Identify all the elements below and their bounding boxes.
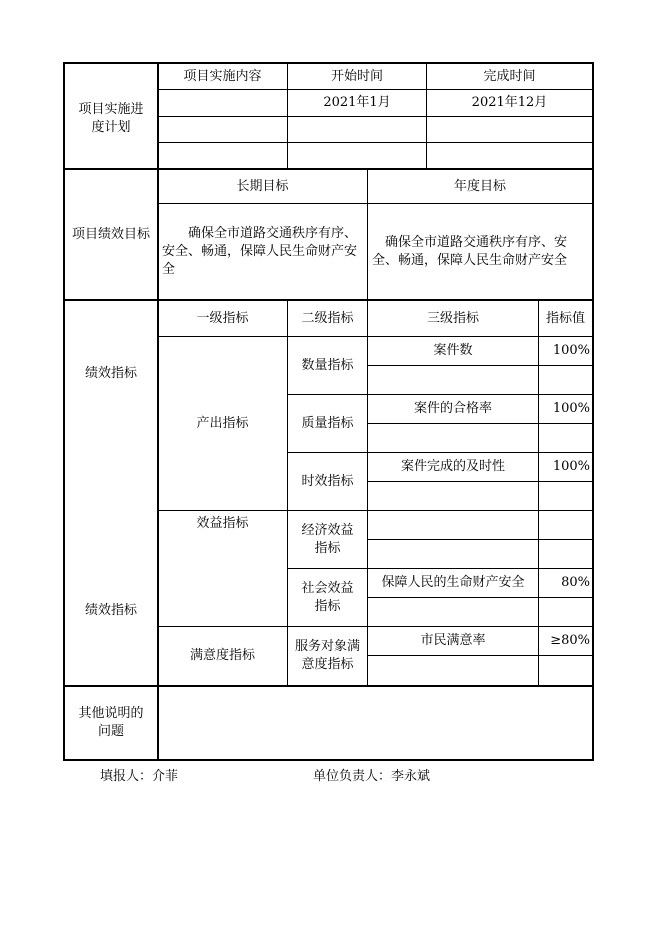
- goals-long-term-header: 长期目标: [236, 178, 289, 194]
- goals-annual-text: 确保全市道路交通秩序有序、安全、畅通，保障人民生命财产安全: [372, 234, 568, 268]
- plan-col-content-header: 项目实施内容: [183, 68, 262, 84]
- l3-quality-name: 案件的合格率: [413, 401, 492, 416]
- plan-col-end-header: 完成时间: [483, 68, 536, 84]
- footer-manager: 单位负责人：李永斌: [313, 769, 431, 784]
- other-section-label: 其他说明的问题: [78, 706, 144, 739]
- header-value: 指标值: [545, 310, 585, 326]
- plan-start-value: 2021年1月: [323, 95, 391, 110]
- l3-service-value: ≥80%: [550, 633, 590, 648]
- l3-service-name: 市民满意率: [420, 633, 486, 648]
- plan-col-start-header: 开始时间: [330, 68, 383, 84]
- l1-output: 产出指标: [196, 415, 249, 431]
- l3-timeliness-value: 100%: [552, 459, 590, 474]
- l2-economic: 经济效益指标: [301, 522, 354, 556]
- l3-social-name: 保障人民的生命财产安全: [381, 575, 525, 590]
- goals-section-label: 项目绩效目标: [71, 226, 150, 242]
- l2-quality: 质量指标: [301, 415, 354, 431]
- l3-quality-value: 100%: [552, 401, 590, 416]
- l3-social-value: 80%: [561, 575, 590, 590]
- ind-row-line-f: [367, 655, 593, 656]
- ind-row-line-d: [367, 539, 593, 540]
- l2-quantity: 数量指标: [301, 357, 354, 373]
- l3-quantity-value: 100%: [552, 343, 590, 358]
- header-level2: 二级指标: [301, 310, 354, 326]
- ind-row-line-c: [367, 481, 593, 482]
- header-level3: 三级指标: [426, 310, 479, 326]
- goals-long-term-text: 确保全市道路交通秩序有序、安全、畅通，保障人民生命财产安全: [162, 225, 358, 277]
- l2-service: 服务对象满意度指标: [294, 639, 360, 672]
- ind-row-line-b: [367, 423, 593, 424]
- header-level1: 一级指标: [196, 310, 249, 326]
- footer-reporter: 填报人：介菲: [100, 769, 179, 784]
- ind-row-line-e: [367, 597, 593, 598]
- border-bottom: [63, 759, 594, 761]
- plan-section-label: 项目实施进度计划: [78, 102, 144, 135]
- indicators-label-bottom: 绩效指标: [84, 603, 137, 618]
- ind-row-line-a: [367, 365, 593, 366]
- l1-benefit: 效益指标: [196, 516, 249, 531]
- l2-timeliness: 时效指标: [301, 473, 354, 489]
- indicators-label-top: 绩效指标: [84, 366, 137, 381]
- l3-quantity-name: 案件数: [433, 343, 473, 358]
- l1-satisfaction: 满意度指标: [189, 648, 255, 663]
- goals-annual-header: 年度目标: [453, 178, 506, 194]
- border-left: [63, 62, 65, 761]
- l3-timeliness-name: 案件完成的及时性: [400, 459, 505, 474]
- plan-row-line-2: [158, 116, 593, 117]
- plan-end-value: 2021年12月: [471, 95, 548, 110]
- border-right: [592, 62, 594, 761]
- plan-row-line-3: [158, 142, 593, 143]
- l2-social: 社会效益指标: [301, 580, 354, 614]
